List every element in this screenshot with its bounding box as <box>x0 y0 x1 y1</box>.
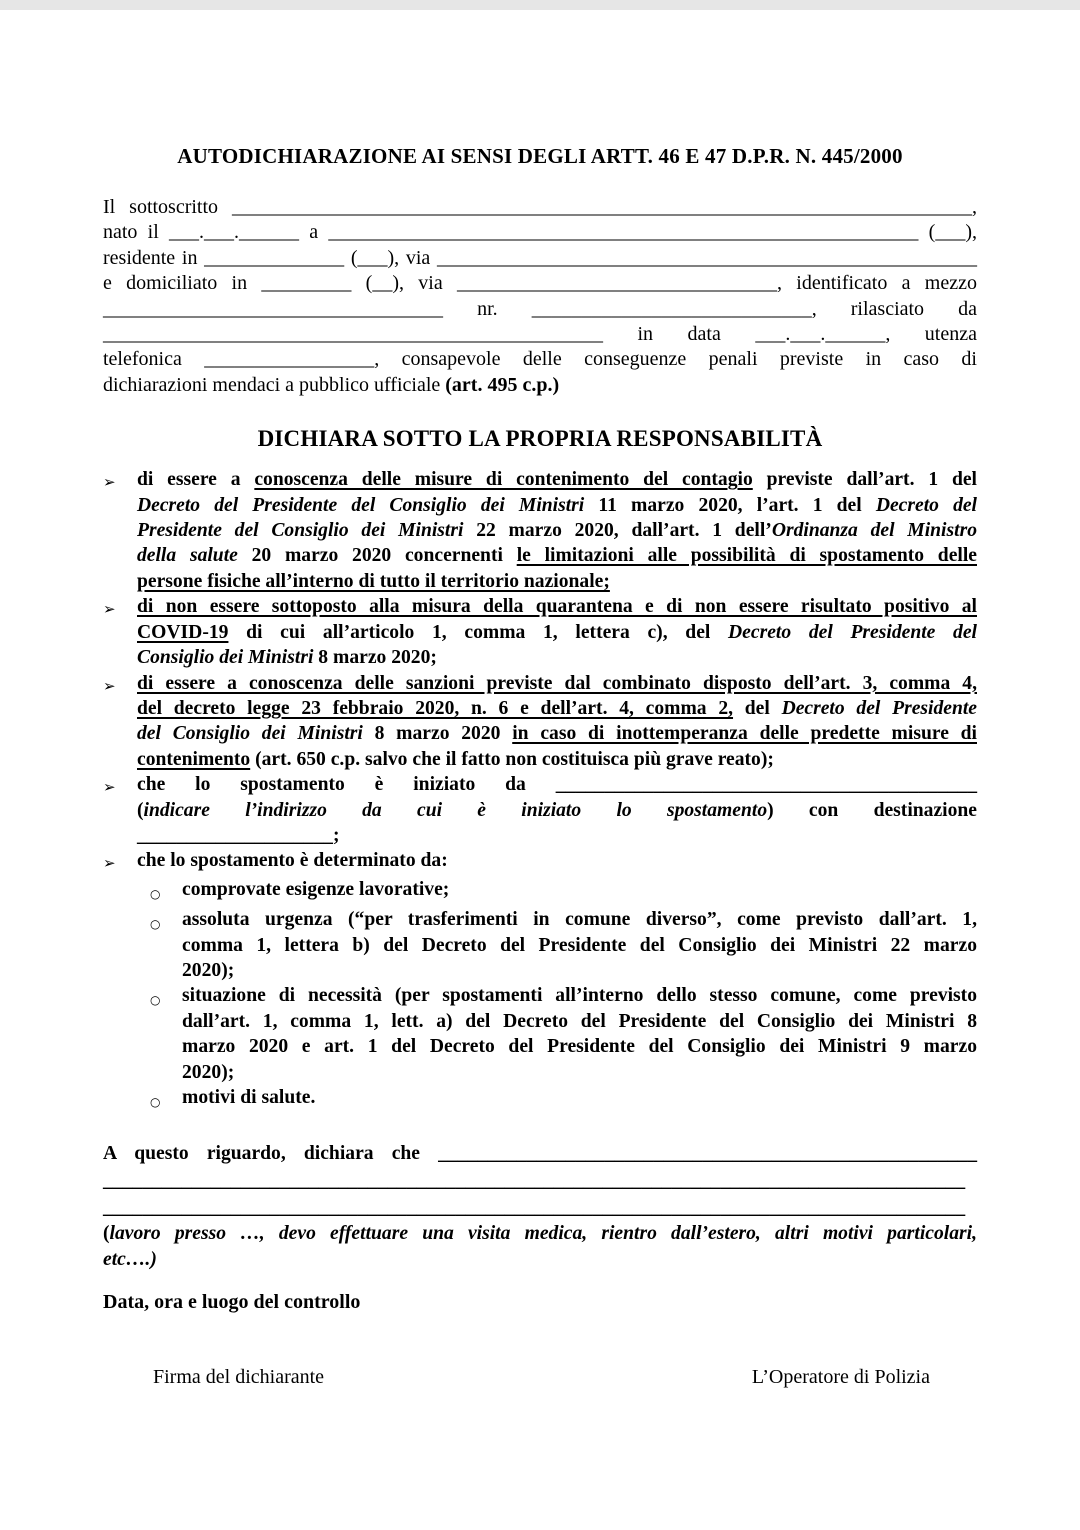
text-segment: in caso di inottemperanza delle predette misure di <box>512 723 977 745</box>
text-segment: Ordinanza del Ministro <box>771 520 977 542</box>
text-line <box>103 347 977 372</box>
text-segment: COVID-19 <box>137 621 229 643</box>
text-segment: conoscenza delle misure di contenimento del contagio <box>254 469 753 491</box>
text-segment: 2020); <box>182 1061 235 1083</box>
bullet-text <box>137 848 977 873</box>
document-content <box>0 143 1080 1390</box>
text-segment: ________________________________________________________________________________________ <box>103 1197 966 1219</box>
text-segment: di essere a <box>137 469 255 491</box>
bullet-text <box>182 983 977 1085</box>
text-segment: dall’art. 1, comma 1, lett. a) del Decreto del Presidente del Consiglio dei Ministri 8 <box>182 1010 977 1032</box>
text-line <box>103 373 977 398</box>
text-line <box>137 467 977 492</box>
text-segment: motivi di salute. <box>182 1087 316 1108</box>
text-line <box>103 220 977 245</box>
declaration-item <box>103 671 977 773</box>
circle-bullet-icon: ○ <box>150 886 161 901</box>
examples-note <box>103 1221 977 1272</box>
arrow-bullet-icon: ➢ <box>103 676 116 695</box>
text-segment: Decreto del <box>875 494 978 516</box>
text-segment: ________________________________________________________________________________________ <box>103 1170 966 1192</box>
text-segment: 8 marzo 2020; <box>313 647 437 669</box>
text-segment: nato il ___.___.______ a ___________________________________________________________ (___), <box>103 221 977 244</box>
text-line <box>103 195 977 220</box>
text-line <box>182 933 977 958</box>
circle-bullet-icon: ○ <box>150 993 161 1008</box>
text-segment: situazione di necessità (per spostamenti all’interno dello stesso comune, come previsto <box>182 985 977 1007</box>
text-line <box>137 594 977 619</box>
text-line <box>182 907 977 932</box>
section-heading: DICHIARA SOTTO LA PROPRIA RESPONSABILITÀ <box>257 426 823 452</box>
text-segment: dichiarazioni mendaci a pubblico ufficiale <box>103 373 446 396</box>
text-segment: di non essere sottoposto alla misura della quarantena e di non essere risultato positivo al <box>137 596 977 618</box>
text-segment: __________________________________________________ in data ___.___.______, utenza <box>103 323 977 346</box>
text-line <box>137 671 977 696</box>
text-segment: Decreto del Presidente del Consiglio dei Ministri <box>137 494 585 516</box>
text-line <box>103 1221 977 1246</box>
declaration-item <box>103 848 977 876</box>
police-operator-label: L’Operatore di Polizia <box>751 1366 930 1389</box>
text-segment: etc….) <box>103 1248 157 1270</box>
text-segment: __________________________________ nr. ____________________________, rilasciato da <box>103 297 977 320</box>
bullet-text <box>182 877 977 902</box>
text-line <box>137 493 977 518</box>
text-line <box>182 958 977 983</box>
text-segment: 22 marzo 2020, dall’art. 1 dell’ <box>463 520 772 542</box>
text-segment: del decreto legge 23 febbraio 2020, n. 6 e dell’art. 4, comma 2, <box>137 697 734 719</box>
text-segment: marzo 2020 e art. 1 del Decreto del Presidente del Consiglio dei Ministri 9 marzo <box>182 1036 977 1058</box>
text-segment: contenimento <box>137 748 251 770</box>
text-segment: 2020); <box>182 959 235 981</box>
text-segment: A questo riguardo, dichiara che <box>103 1143 439 1165</box>
text-segment: assoluta urgenza (“per trasferimenti in comune diverso”, come previsto dall’art. 1, <box>182 909 977 931</box>
declaration-item <box>103 467 977 594</box>
document-title: AUTODICHIARAZIONE AI SENSI DEGLI ARTT. 46 E 47 D.P.R. N. 445/2000 <box>177 144 903 168</box>
signature-row <box>103 1365 977 1390</box>
text-line <box>137 569 977 594</box>
text-segment: ( <box>103 1223 110 1245</box>
text-segment: Data, ora e luogo del controllo <box>103 1291 361 1314</box>
text-line <box>182 877 977 902</box>
text-line <box>137 772 977 797</box>
circle-bullet-icon: ○ <box>150 1095 161 1109</box>
bullet-text <box>137 671 977 773</box>
declaration-item <box>103 772 977 848</box>
text-segment: e domiciliato in _________ (__), via ________________________________, identificato a mezzo <box>103 272 977 295</box>
text-segment: del <box>733 697 782 719</box>
text-line <box>103 271 977 296</box>
arrow-bullet-icon: ➢ <box>103 778 116 797</box>
text-segment: del Consiglio dei Ministri <box>137 723 363 745</box>
arrow-bullet-icon: ➢ <box>103 600 116 619</box>
text-segment: lavoro presso …, devo effettuare una visita medica, rientro dall’estero, altri motivi particolari, <box>109 1223 977 1245</box>
declaration-item <box>103 594 977 670</box>
movement-reason-item <box>103 877 977 907</box>
text-segment: 11 marzo 2020, l’art. 1 del <box>584 494 876 516</box>
text-segment: (art. 650 c.p. salvo che il fatto non costituisca più grave reato); <box>250 748 774 770</box>
text-line <box>103 1290 977 1315</box>
text-segment: che lo spostamento è iniziato da <box>137 774 556 796</box>
text-line <box>182 1009 977 1034</box>
text-segment: Presidente del Consiglio dei Ministri <box>137 520 464 542</box>
text-line <box>103 1247 977 1272</box>
text-segment: Decreto del Presidente <box>781 697 977 719</box>
text-line <box>103 297 977 322</box>
text-line <box>137 696 977 721</box>
text-line <box>182 1034 977 1059</box>
text-segment: ___________________________________________ <box>555 774 977 796</box>
text-line <box>103 1167 977 1194</box>
text-line <box>137 620 977 645</box>
text-segment: indicare l’indirizzo da cui è iniziato lo spostamento <box>143 799 768 821</box>
text-line <box>103 246 977 271</box>
text-segment: _______________________________________________________ <box>438 1143 977 1165</box>
movement-reason-item <box>103 983 977 1085</box>
text-segment: le limitazioni alle possibilità di spostamento delle <box>516 545 977 567</box>
text-segment: persone fisiche all’interno di tutto il territorio nazionale; <box>137 570 610 592</box>
text-line <box>137 645 977 670</box>
text-segment: ( <box>137 799 144 821</box>
text-segment: 8 marzo 2020 <box>362 723 513 745</box>
text-segment: telefonica _________________, consapevole delle conseguenze penali previste in caso di <box>103 348 977 371</box>
text-segment: ____________________; <box>137 824 340 846</box>
text-segment: comprovate esigenze lavorative; <box>182 878 450 900</box>
movement-reason-item <box>103 1085 977 1115</box>
text-segment: Decreto del Presidente del <box>728 621 977 643</box>
viewer-top-band <box>0 0 1080 10</box>
intro-paragraph <box>103 195 977 398</box>
text-line <box>137 747 977 772</box>
movement-reason-item <box>103 907 977 983</box>
bullet-text <box>182 907 977 983</box>
text-segment: (art. 495 c.p.) <box>445 373 560 396</box>
bullet-text <box>137 772 977 848</box>
text-line <box>182 983 977 1008</box>
closing-declaration <box>103 1140 977 1221</box>
text-line <box>137 848 977 873</box>
text-line <box>103 1140 977 1167</box>
text-line <box>137 721 977 746</box>
text-segment: Il sottoscritto __________________________________________________________________________, <box>103 196 977 218</box>
text-segment: 20 marzo 2020 concernenti <box>237 545 517 567</box>
text-line <box>103 322 977 347</box>
control-datetime-label <box>103 1290 977 1315</box>
bullet-text <box>182 1085 977 1110</box>
text-segment: ) con destinazione <box>767 799 977 821</box>
text-line <box>137 798 977 823</box>
text-segment: comma 1, lettera b) del Decreto del Presidente del Consiglio dei Ministri 22 marzo <box>182 934 977 956</box>
text-line <box>137 518 977 543</box>
text-segment: Consiglio dei Ministri <box>137 647 314 669</box>
text-segment: previste dall’art. 1 del <box>752 469 977 491</box>
circle-bullet-icon: ○ <box>150 917 161 932</box>
text-segment: della salute <box>137 545 238 567</box>
text-line <box>137 543 977 568</box>
text-segment: che lo spostamento è determinato da: <box>137 850 448 872</box>
text-line <box>137 823 977 848</box>
text-line <box>103 1194 977 1221</box>
text-segment: di cui all’articolo 1, comma 1, lettera c), del <box>228 621 729 643</box>
bullet-text <box>137 594 977 670</box>
arrow-bullet-icon: ➢ <box>103 854 116 873</box>
text-segment: residente in ______________ (___), via ______________________________________________________ <box>103 246 977 269</box>
bullet-text <box>137 467 977 594</box>
text-line <box>182 1085 977 1110</box>
text-line <box>182 1060 977 1085</box>
text-segment: di essere a conoscenza delle sanzioni previste dal combinato disposto dell’art. 3, comma 4, <box>137 672 977 694</box>
declarant-signature-label: Firma del dichiarante <box>153 1366 325 1389</box>
declaration-list <box>103 467 977 1115</box>
arrow-bullet-icon: ➢ <box>103 473 116 492</box>
